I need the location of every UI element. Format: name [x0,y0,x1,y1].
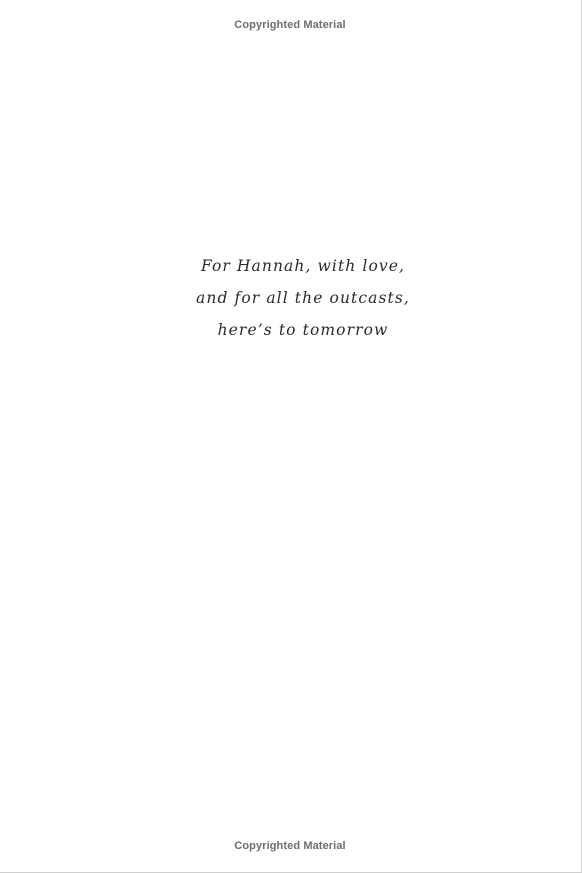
dedication-line: For Hannah, with love, [200,257,406,275]
copyright-watermark-top: Copyrighted Material [234,19,346,31]
copyright-watermark-bottom: Copyrighted Material [234,840,346,852]
dedication-line: and for all the outcasts, [196,289,410,307]
dedication-line: here’s to tomorrow [217,321,389,339]
dedication-block [0,253,582,349]
